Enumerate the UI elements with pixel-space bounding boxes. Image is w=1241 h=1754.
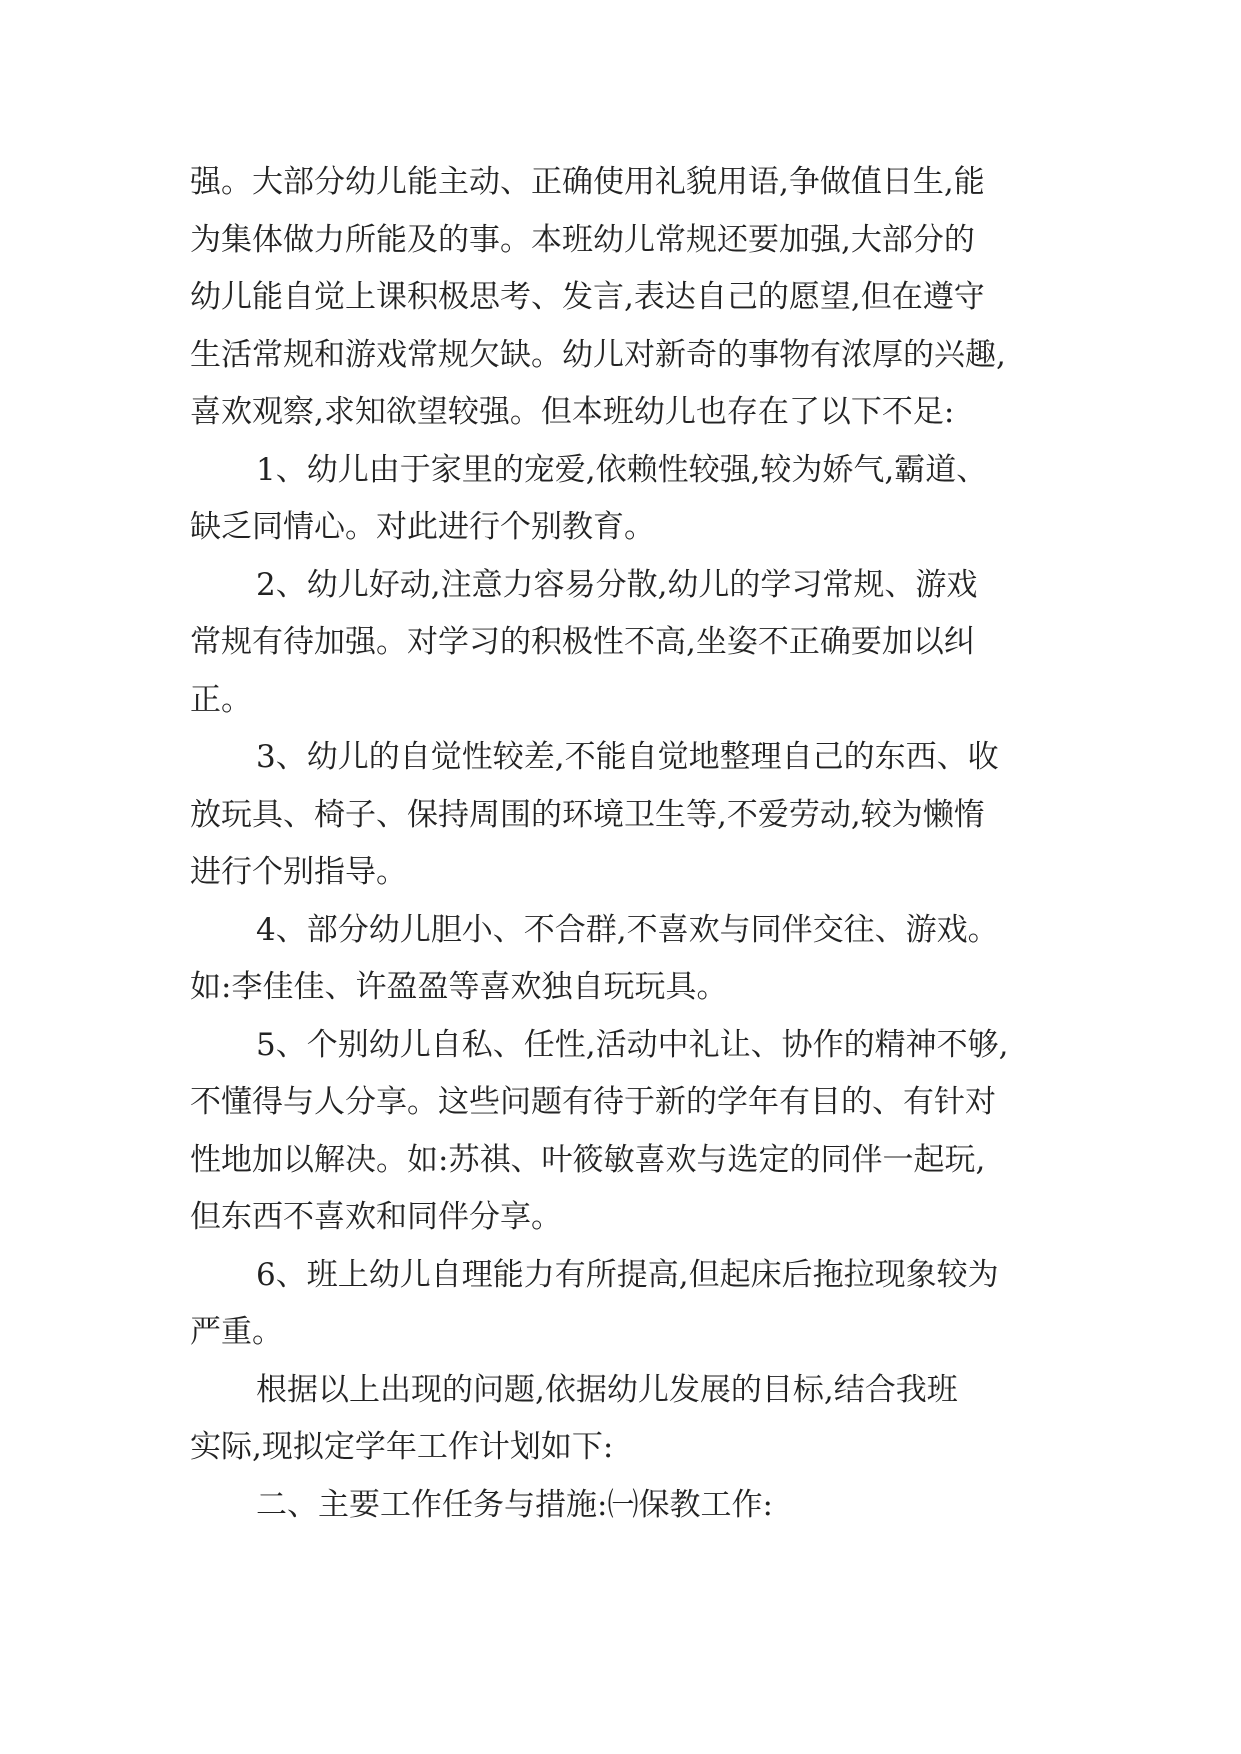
text-line: 正。	[190, 681, 252, 718]
text-line: 2、幼儿好动,注意力容易分散,幼儿的学习常规、游戏	[256, 566, 978, 603]
text-line: 性地加以解决。如:苏祺、叶筱敏喜欢与选定的同伴一起玩,	[190, 1141, 986, 1178]
text-line: 二、主要工作任务与措施:㈠保教工作:	[256, 1486, 773, 1523]
text-line: 严重。	[190, 1314, 283, 1350]
text-line: 不懂得与人分享。这些问题有待于新的学年有目的、有针对	[190, 1084, 996, 1120]
text-line: 为集体做力所能及的事。本班幼儿常规还要加强,大部分的	[190, 221, 975, 258]
text-line: 幼儿能自觉上课积极思考、发言,表达自己的愿望,但在遵守	[190, 279, 985, 315]
text-line: 4、部分幼儿胆小、不合群,不喜欢与同伴交往、游戏。	[256, 911, 999, 948]
text-line: 5、个别幼儿自私、任性,活动中礼让、协作的精神不够,	[256, 1026, 1009, 1063]
document-body	[190, 154, 1060, 1534]
text-line: 常规有待加强。对学习的积极性不高,坐姿不正确要加以纠	[190, 624, 975, 660]
text-line: 6、班上幼儿自理能力有所提高,但起床后拖拉现象较为	[256, 1256, 999, 1293]
text-line: 缺乏同情心。对此进行个别教育。	[190, 509, 655, 545]
text-line: 但东西不喜欢和同伴分享。	[190, 1199, 562, 1235]
text-line: 1、幼儿由于家里的宠爱,依赖性较强,较为娇气,霸道、	[256, 451, 988, 488]
text-line: 实际,现拟定学年工作计划如下:	[190, 1429, 614, 1465]
text-line: 喜欢观察,求知欲望较强。但本班幼儿也存在了以下不足:	[190, 394, 955, 430]
text-line: 如:李佳佳、许盈盈等喜欢独自玩玩具。	[190, 969, 728, 1005]
text-line: 生活常规和游戏常规欠缺。幼儿对新奇的事物有浓厚的兴趣,	[190, 336, 1006, 373]
text-line: 3、幼儿的自觉性较差,不能自觉地整理自己的东西、收	[256, 739, 999, 775]
text-line: 根据以上出现的问题,依据幼儿发展的目标,结合我班	[256, 1371, 958, 1408]
text-line: 放玩具、椅子、保持周围的环境卫生等,不爱劳动,较为懒惰	[190, 796, 985, 833]
text-line: 强。大部分幼儿能主动、正确使用礼貌用语,争做值日生,能	[190, 164, 985, 200]
text-line: 进行个别指导。	[190, 854, 407, 890]
